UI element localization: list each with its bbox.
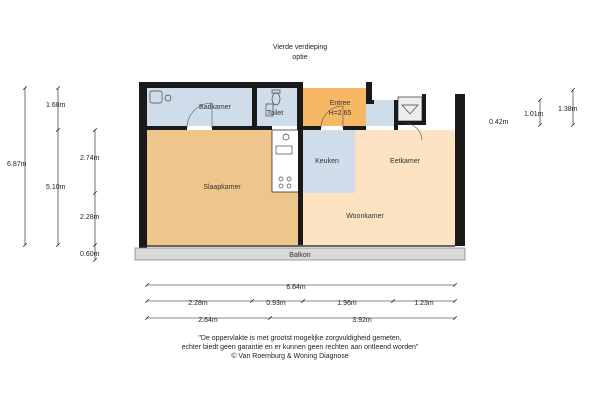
dim-bottom-2-1: 2.28m	[188, 300, 208, 307]
dim-balcony-depth: 0.60m	[80, 251, 100, 258]
dim-right-b: 1.01m	[524, 111, 544, 118]
dim-right-c: 1.38m	[558, 106, 578, 113]
label-entree-height: H=2.65	[328, 110, 352, 117]
dim-left-top: 1.68m	[46, 102, 66, 109]
dim-inner-lower: 2.28m	[80, 214, 100, 221]
label-badkamer: Badkamer	[199, 104, 231, 111]
disclaimer-line-1: "De oppervlakte is met grootst mogelijke zorgvuldigheid gemeten,	[198, 335, 402, 342]
label-balkon: Balkon	[289, 252, 311, 259]
plan-subtitle: optie	[292, 54, 308, 61]
left-dimension-lines	[25, 88, 95, 260]
disclaimer-line-2: echter biedt geen garantie en er kunnen geen rechten aan ontleend worden"	[181, 344, 419, 351]
dim-left-mid: 5.10m	[46, 184, 66, 191]
label-keuken: Keuken	[315, 158, 339, 165]
label-woonkamer: Woonkamer	[346, 213, 384, 220]
label-entree: Entree	[329, 100, 351, 107]
dim-inner-upper: 2.74m	[80, 155, 100, 162]
dim-bottom-3-1: 2.64m	[198, 317, 218, 324]
label-slaapkamer: Slaapkamer	[203, 184, 241, 191]
dim-left-total: 6.87m	[7, 161, 27, 168]
kitchen-counter	[272, 130, 300, 192]
label-eetkamer: Eetkamer	[390, 158, 420, 165]
utility-area	[398, 97, 422, 121]
dim-bottom-2-2: 0.93m	[266, 300, 286, 307]
disclaimer-line-3: © Van Roemburg & Woning Diagnose	[231, 353, 349, 360]
woonkamer-area	[355, 130, 455, 245]
dim-right-a: 0.42m	[489, 119, 509, 126]
dim-bottom-2-4: 1.23m	[414, 300, 434, 307]
toilet-area	[257, 88, 297, 126]
dim-bottom-3-2: 3.92m	[352, 317, 372, 324]
plan-title: Vierde verdieping	[272, 44, 328, 51]
entree-area	[302, 88, 366, 126]
dim-bottom-2-3: 1.96m	[337, 300, 357, 307]
label-toilet: Toilet	[266, 110, 284, 117]
dim-bottom-total: 6.64m	[286, 284, 306, 291]
